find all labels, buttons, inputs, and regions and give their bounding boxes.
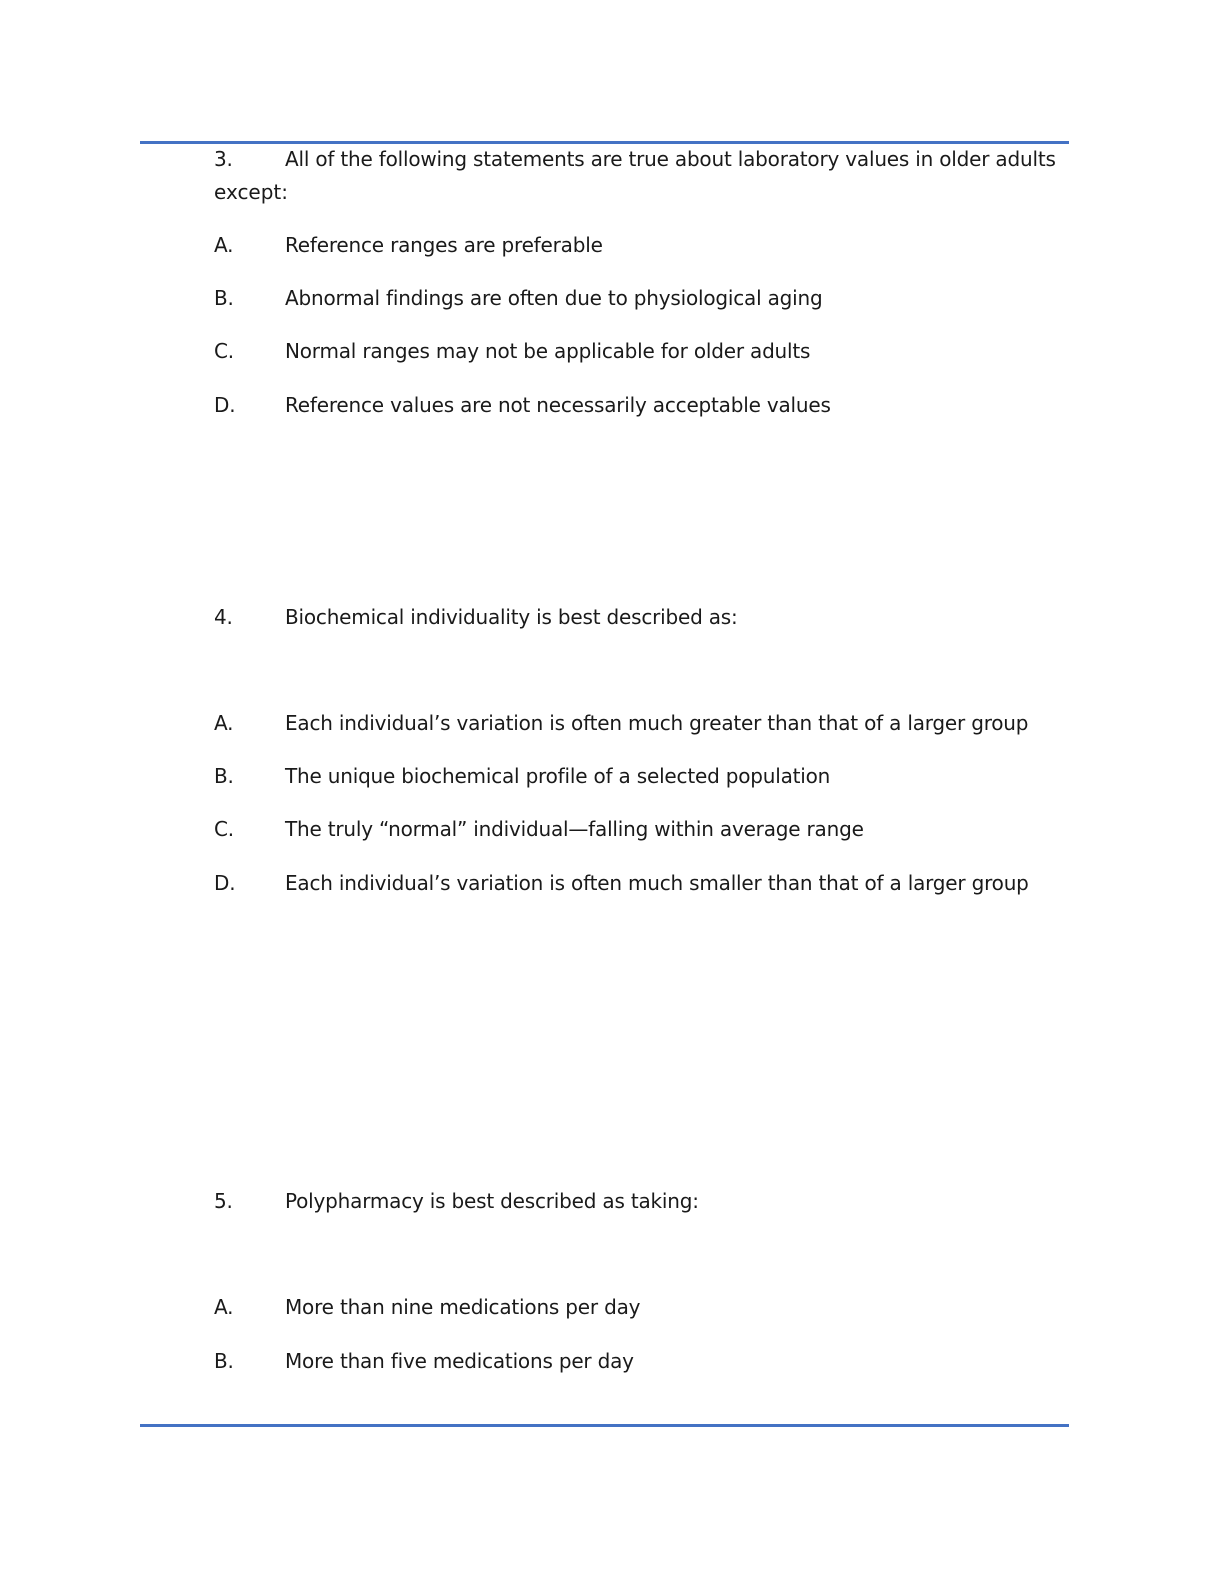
question-4-option-c bbox=[214, 816, 864, 842]
question-text: Polypharmacy is best described as taking: bbox=[285, 1189, 699, 1213]
option-text: Reference ranges are preferable bbox=[285, 233, 603, 257]
question-3-option-b bbox=[214, 285, 822, 311]
option-text: Each individual’s variation is often much greater than that of a larger group bbox=[285, 711, 1029, 735]
option-text: Reference values are not necessarily acceptable values bbox=[285, 393, 831, 417]
option-text: The truly “normal” individual—falling within average range bbox=[285, 817, 864, 841]
question-4-option-b bbox=[214, 763, 830, 789]
question-3-option-d bbox=[214, 392, 831, 418]
question-5-stem bbox=[214, 1188, 699, 1214]
option-letter: A. bbox=[214, 711, 234, 735]
question-3-stem-continuation: except: bbox=[214, 180, 289, 204]
question-3-stem bbox=[214, 146, 1056, 172]
question-number: 5. bbox=[214, 1189, 233, 1213]
question-text: Biochemical individuality is best described as: bbox=[285, 605, 738, 629]
option-letter: A. bbox=[214, 1295, 234, 1319]
question-5-option-a bbox=[214, 1294, 640, 1320]
question-5-option-b bbox=[214, 1348, 634, 1374]
option-letter: D. bbox=[214, 393, 236, 417]
question-text: All of the following statements are true about laboratory values in older adults bbox=[285, 147, 1056, 171]
option-letter: D. bbox=[214, 871, 236, 895]
question-number: 4. bbox=[214, 605, 233, 629]
option-text: Each individual’s variation is often much smaller than that of a larger group bbox=[285, 871, 1029, 895]
option-text: More than five medications per day bbox=[285, 1349, 634, 1373]
question-4-stem bbox=[214, 604, 738, 630]
header-rule bbox=[140, 141, 1069, 144]
question-3-option-c bbox=[214, 338, 810, 364]
option-letter: C. bbox=[214, 339, 234, 363]
option-text: Normal ranges may not be applicable for older adults bbox=[285, 339, 811, 363]
option-letter: B. bbox=[214, 764, 234, 788]
question-4-option-a bbox=[214, 710, 1028, 736]
question-number: 3. bbox=[214, 147, 233, 171]
option-text: Abnormal findings are often due to physiological aging bbox=[285, 286, 823, 310]
option-letter: C. bbox=[214, 817, 234, 841]
option-letter: A. bbox=[214, 233, 234, 257]
option-text: The unique biochemical profile of a selected population bbox=[285, 764, 831, 788]
question-4-option-d bbox=[214, 870, 1029, 896]
question-3-option-a bbox=[214, 232, 603, 258]
option-letter: B. bbox=[214, 1349, 234, 1373]
option-letter: B. bbox=[214, 286, 234, 310]
option-text: More than nine medications per day bbox=[285, 1295, 641, 1319]
footer-rule bbox=[140, 1424, 1069, 1427]
